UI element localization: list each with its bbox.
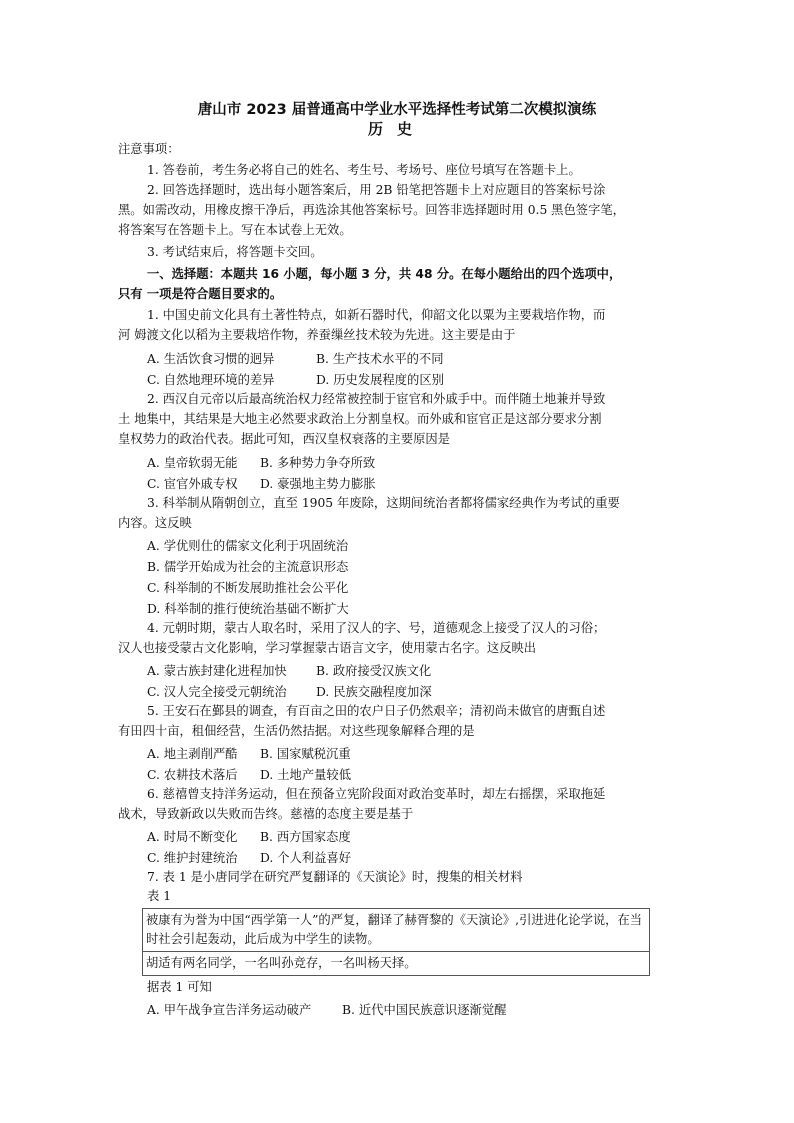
option-b: B. 国家赋税沉重: [260, 747, 351, 761]
option-c: C. 农耕技术落后: [147, 768, 238, 782]
option-a: A. 地主剥削严酷: [147, 747, 238, 761]
question-text: 6. 慈禧曾支持洋务运动，但在预备立宪阶段面对政治变革时，却左右摇摆，采取拖延: [147, 787, 606, 801]
question-text: 汉人也接受蒙古文化影响，学习掌握蒙古语言文字，使用蒙古名字。这反映出: [118, 641, 537, 655]
option-c: C. 宦官外戚专权: [147, 477, 238, 491]
notice-item: 1. 答卷前，考生务必将自己的姓名、考生号、考场号、座位号填写在答题卡上。: [147, 163, 581, 177]
notice-item: 黑。如需改动，用橡皮擦干净后，再选涂其他答案标号。回答非选择题时用 0.5 黑色签字笔，: [118, 203, 625, 217]
notice-item: 将答案写在答题卡上。写在本试卷上无效。: [118, 223, 352, 237]
table-cell: 被康有为誉为中国“西学第一人”的严复，翻译了赫胥黎的《天演论》,引进进化论学说，在当时社会引起轰动，此后成为中学生的读物。: [143, 909, 650, 952]
option-c: C. 科举制的不断发展助推社会公平化: [147, 581, 349, 595]
option-a: A. 学优则仕的儒家文化利于巩固统治: [147, 539, 349, 553]
exam-subject: 历史: [367, 120, 426, 138]
option-d: D. 个人利益喜好: [260, 851, 352, 865]
section-heading: 一、选择题：本题共 16 小题，每小题 3 分，共 48 分。在每小题给出的四个选项中，: [147, 267, 622, 281]
question-text: 2. 西汉自元帝以后最高统治权力经常被控制于宦官和外戚手中。而伴随土地兼并导致: [147, 392, 606, 406]
question-text: 3. 科举制从隋朝创立，直至 1905 年废除，这期间统治者都将儒家经典作为考试的重要: [147, 496, 620, 510]
section-heading-cont: 只有 一项是符合题目要求的。: [118, 287, 283, 301]
question-text: 7. 表 1 是小唐同学在研究严复翻译的《天演论》时，搜集的相关材料: [147, 870, 523, 884]
option-b: B. 生产技术水平的不同: [316, 352, 444, 366]
question-text: 4. 元朝时期，蒙古人取名时，采用了汉人的字、号，道德观念上接受了汉人的习俗；: [147, 621, 606, 635]
option-c: C. 自然地理环境的差异: [147, 373, 275, 387]
question-text: 有田四十亩，租佃经营，生活仍然拮据。对这些现象解释合理的是: [118, 724, 475, 738]
option-b: B. 儒学开始成为社会的主流意识形态: [147, 560, 349, 574]
option-a: A. 甲午战争宣告洋务运动破产: [147, 1003, 312, 1017]
option-a: A. 生活饮食习惯的迥异: [147, 352, 275, 366]
option-b: B. 多种势力争夺所致: [260, 456, 376, 470]
question-text: 5. 王安石在鄞县的调查，有百亩之田的农户日子仍然艰辛；清初尚未做官的唐甄自述: [147, 704, 606, 718]
table-caption: 表 1: [147, 889, 172, 903]
option-d: D. 历史发展程度的区别: [316, 373, 444, 387]
option-d: D. 土地产量较低: [260, 768, 352, 782]
option-b: B. 近代中国民族意识逐渐觉醒: [342, 1003, 507, 1017]
option-a: A. 蒙古族封建化进程加快: [147, 664, 287, 678]
table-row: [143, 909, 650, 952]
question-text: 战术，导致新政以失败而告终。慈禧的态度主要是基于: [118, 807, 414, 821]
material-table: [142, 908, 650, 976]
question-text: 内容。这反映: [118, 516, 192, 530]
notice-item: 2. 回答选择题时，选出每小题答案后，用 2B 铅笔把答题卡上对应题目的答案标号涂: [147, 183, 606, 197]
option-d: D. 科举制的推行使统治基础不断扩大: [147, 602, 349, 616]
option-b: B. 政府接受汉族文化: [316, 664, 432, 678]
option-d: D. 豪强地主势力膨胀: [260, 477, 376, 491]
question-text: 1. 中国史前文化具有土著性特点，如新石器时代，仰韶文化以粟为主要栽培作物，而: [147, 308, 606, 322]
question-text: 河 姆渡文化以稻为主要栽培作物，养蚕缫丝技术较为先进。这主要是由于: [118, 328, 516, 342]
exam-title: 唐山市 2023 届普通高中学业水平选择性考试第二次模拟演练: [197, 102, 597, 118]
question-text: 据表 1 可知: [147, 980, 212, 994]
option-b: B. 西方国家态度: [260, 830, 351, 844]
table-row: [143, 952, 650, 976]
option-c: C. 汉人完全接受元朝统治: [147, 685, 287, 699]
option-a: A. 皇帝软弱无能: [147, 456, 238, 470]
notice-heading: 注意事项：: [118, 142, 180, 156]
option-c: C. 维护封建统治: [147, 851, 238, 865]
notice-item: 3. 考试结束后，将答题卡交回。: [147, 245, 323, 259]
question-text: 皇权势力的政治代表。据此可知，西汉皇权衰落的主要原因是: [118, 432, 451, 446]
question-text: 土 地集中，其结果是大地主必然要求政治上分割皇权。而外戚和宦官正是这部分要求分割: [118, 412, 602, 426]
option-d: D. 民族交融程度加深: [316, 685, 432, 699]
table-cell: 胡适有两名同学，一名叫孙竞存，一名叫杨天择。: [143, 952, 650, 976]
option-a: A. 时局不断变化: [147, 830, 238, 844]
